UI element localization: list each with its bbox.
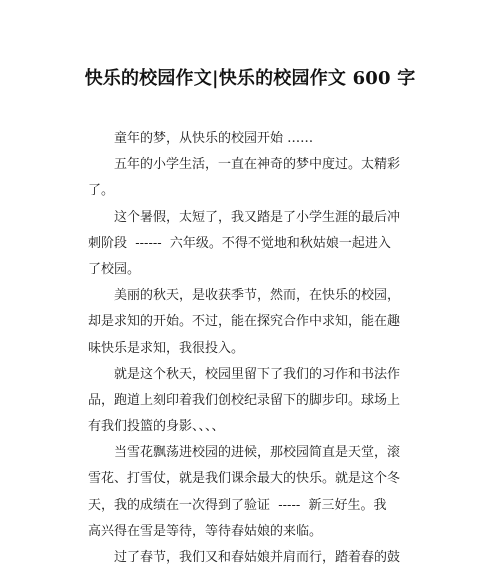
text-line: 就是这个秋天，校园里留下了我们的习作和书法作: [114, 366, 401, 382]
text-line: 却是求知的开始。不过，能在探究合作中求知，能在趣: [88, 314, 401, 330]
paragraph-5: [88, 362, 428, 441]
text-line: 了。: [88, 183, 115, 199]
text-line: 美丽的秋天，是收获季节，然而，在快乐的校园，: [114, 288, 401, 304]
document-title: 快乐的校园作文|快乐的校园作文 600 字: [84, 68, 416, 89]
text-line: 天，我的成绩在一次得到了验证 ----- 新三好生。我: [88, 497, 387, 513]
text-line: 刺阶段 ------ 六年级。不得不觉地和秋姑娘一起进入: [88, 235, 391, 251]
paragraph-6: [88, 440, 428, 545]
text-line: 当雪花飘荡进校园的进候，那校园简直是天堂，滚: [114, 445, 401, 461]
text-line: 雪花、打雪仗，就是我们课余最大的快乐。就是这个冬: [88, 471, 401, 487]
text-line: 了校园。: [88, 261, 141, 277]
text-line: 童年的梦，从快乐的校园开始 ……: [114, 131, 314, 146]
paragraph-7: [88, 545, 428, 566]
text-line: 品，跑道上刻印着我们创校纪录留下的脚步印。球场上: [88, 392, 401, 408]
text-line: 五年的小学生活，一直在神奇的梦中度过。太精彩: [114, 157, 401, 173]
paragraph-3: [88, 205, 428, 284]
paragraph-1: [88, 126, 428, 152]
text-line: 有我们投篮的身影、、、、: [88, 419, 225, 435]
text-line: 高兴得在雪是等待，等待春姑娘的来临。: [88, 523, 323, 539]
paragraph-4: [88, 283, 428, 362]
text-line: 味快乐是求知，我很投入。: [88, 340, 245, 356]
text-line: 这个暑假，太短了，我又踏是了小学生涯的最后冲: [114, 209, 401, 225]
text-line: 过了春节，我们又和春姑娘并肩而行，踏着春的鼓: [114, 550, 401, 565]
document-body: [88, 126, 428, 566]
paragraph-2: [88, 152, 428, 204]
